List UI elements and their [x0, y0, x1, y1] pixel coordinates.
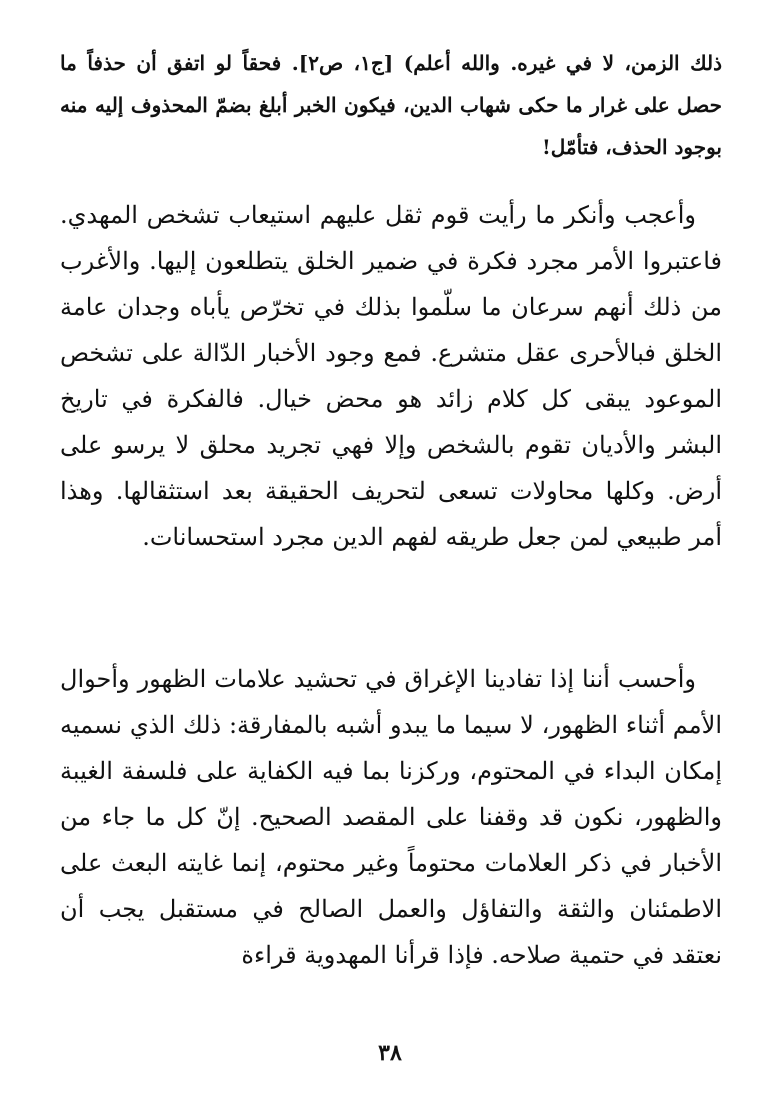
body-paragraph-1 — [60, 192, 722, 560]
paragraph-text: وأحسب أننا إذا تفادينا الإغراق في تحشيد علامات الظهور وأحوال الأمم أثناء الظهور، لا سيما ما يبدو أشبه بالمفارقة: ذلك الذي نسميه إمكان البداء في المحتوم، وركزنا بما فيه الكفاية على فلسفة الغيبة والظهور، نكون قد وقفنا على المقصد الصحيح. إنّ كل ما جاء من الأخبار في ذكر العلامات محتوماً وغير محتوم، إنما غايته البعث على الاطمئنان والثقة والتفاؤل والعمل الصالح في مستقبل يجب أن نعتقد في حتمية صلاحه. فإذا قرأنا المهدوية قراءة — [60, 665, 722, 969]
body-paragraph-2 — [60, 656, 722, 978]
footnote-continuation: ذلك الزمن، لا في غيره. والله أعلم) [ج١، ص٢]. فحقاً لو اتفق أن حذفاً ما حصل على غرار ما حكى شهاب الدين، فيكون الخبر أبلغ بضمّ المحذوف إليه منه بوجود الحذف، فتأمّل! — [60, 51, 722, 159]
paragraph-text: وأعجب وأنكر ما رأيت قوم ثقل عليهم استيعاب تشخص المهدي. فاعتبروا الأمر مجرد فكرة في ضمير الخلق يتطلعون إليها. والأغرب من ذلك أنهم سرعان ما سلّموا بذلك في تخرّص يأباه وجدان عامة الخلق فبالأحرى عقل متشرع. فمع وجود الأخبار الدّالة على تشخص الموعود يبقى كل كلام زائد هو محض خيال. فالفكرة في تاريخ البشر والأديان تقوم بالشخص وإلا فهي تجريد محلق لا يرسو على أرض. وكلها محاولات تسعى لتحريف الحقيقة بعد استثقالها. وهذا أمر طبيعي لمن جعل طريقه لفهم الدين مجرد استحسانات. — [60, 201, 722, 551]
page-number: ٣٨ — [378, 1040, 402, 1066]
